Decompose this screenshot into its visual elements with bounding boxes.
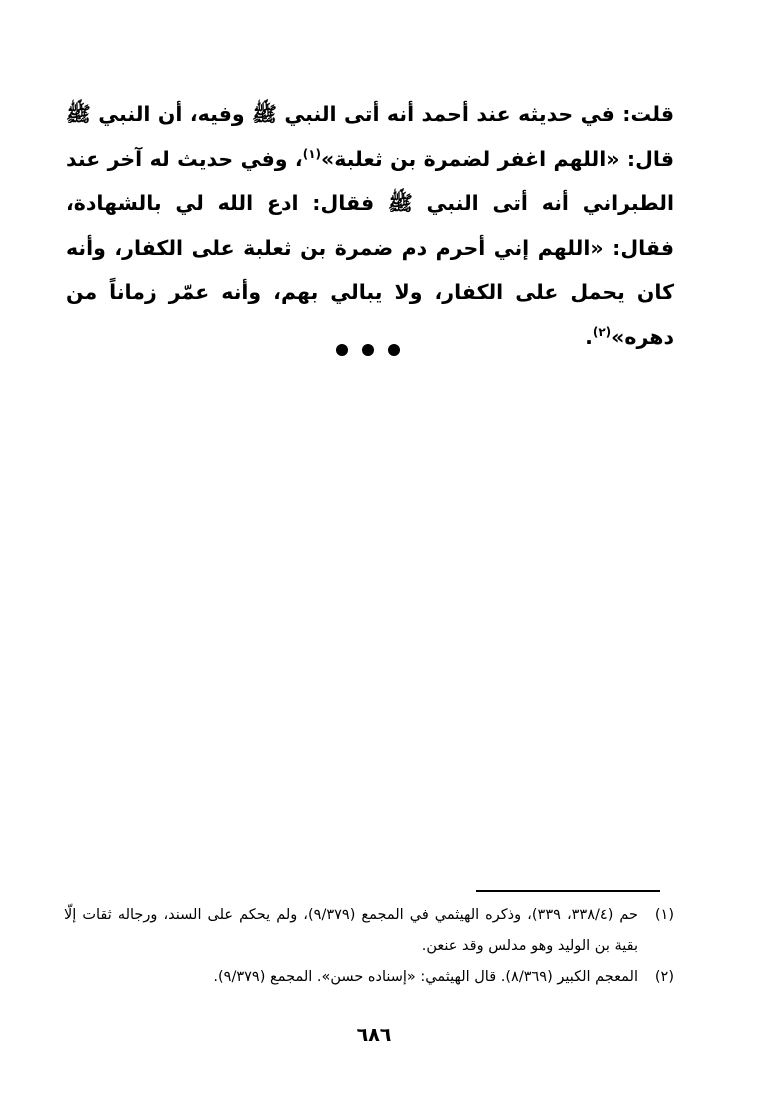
separator-dot [362,344,374,356]
footnote-ref-2: (٢) [592,324,612,339]
page-number: ٦٨٦ [356,1024,392,1046]
footnote-text: المعجم الكبير (٨/٣٦٩). قال الهيثمي: «إسناده حسن». المجمع (٩/٣٧٩). [213,969,638,985]
main-paragraph [66,92,674,359]
footnote-number: (٢) [654,969,674,985]
paragraph-text [66,92,674,359]
footnote-text: حم (٣٣٨/٤، ٣٣٩)، وذكره الهيثمي في المجمع (٩/٣٧٩)، ولم يحكم على السند، ورجاله ثقات إلّا بقية بن الوليد وهو مدلس وقد عنعن. [64,907,638,954]
separator-dot [388,344,400,356]
footnote-2 [64,962,674,993]
text-segment-1: قلت: في حديثه عند أحمد أنه أتى النبي ﷺ وفيه، أن النبي ﷺ قال: «اللهم اغفر لضمرة بن ثعلبة» [66,102,674,171]
section-separator [336,342,400,358]
footnote-ref-1: (١) [302,146,321,161]
text-segment-2: ، وفي حديث له آخر عند الطبراني أنه أتى النبي ﷺ فقال: ادع الله لي بالشهادة، فقال: «اللهم إني أحرم دم ضمرة بن ثعلبة على الكفار، وأنه كان يحمل على الكفار، ولا يبالي بهم، وأنه عمّر زماناً من دهره» [66,146,674,349]
footnote-1 [64,900,674,962]
separator-dot [336,344,348,356]
footnote-number: (١) [654,907,674,923]
text-segment-3: . [585,324,593,349]
footnotes [64,900,674,993]
footnote-divider [476,890,660,892]
